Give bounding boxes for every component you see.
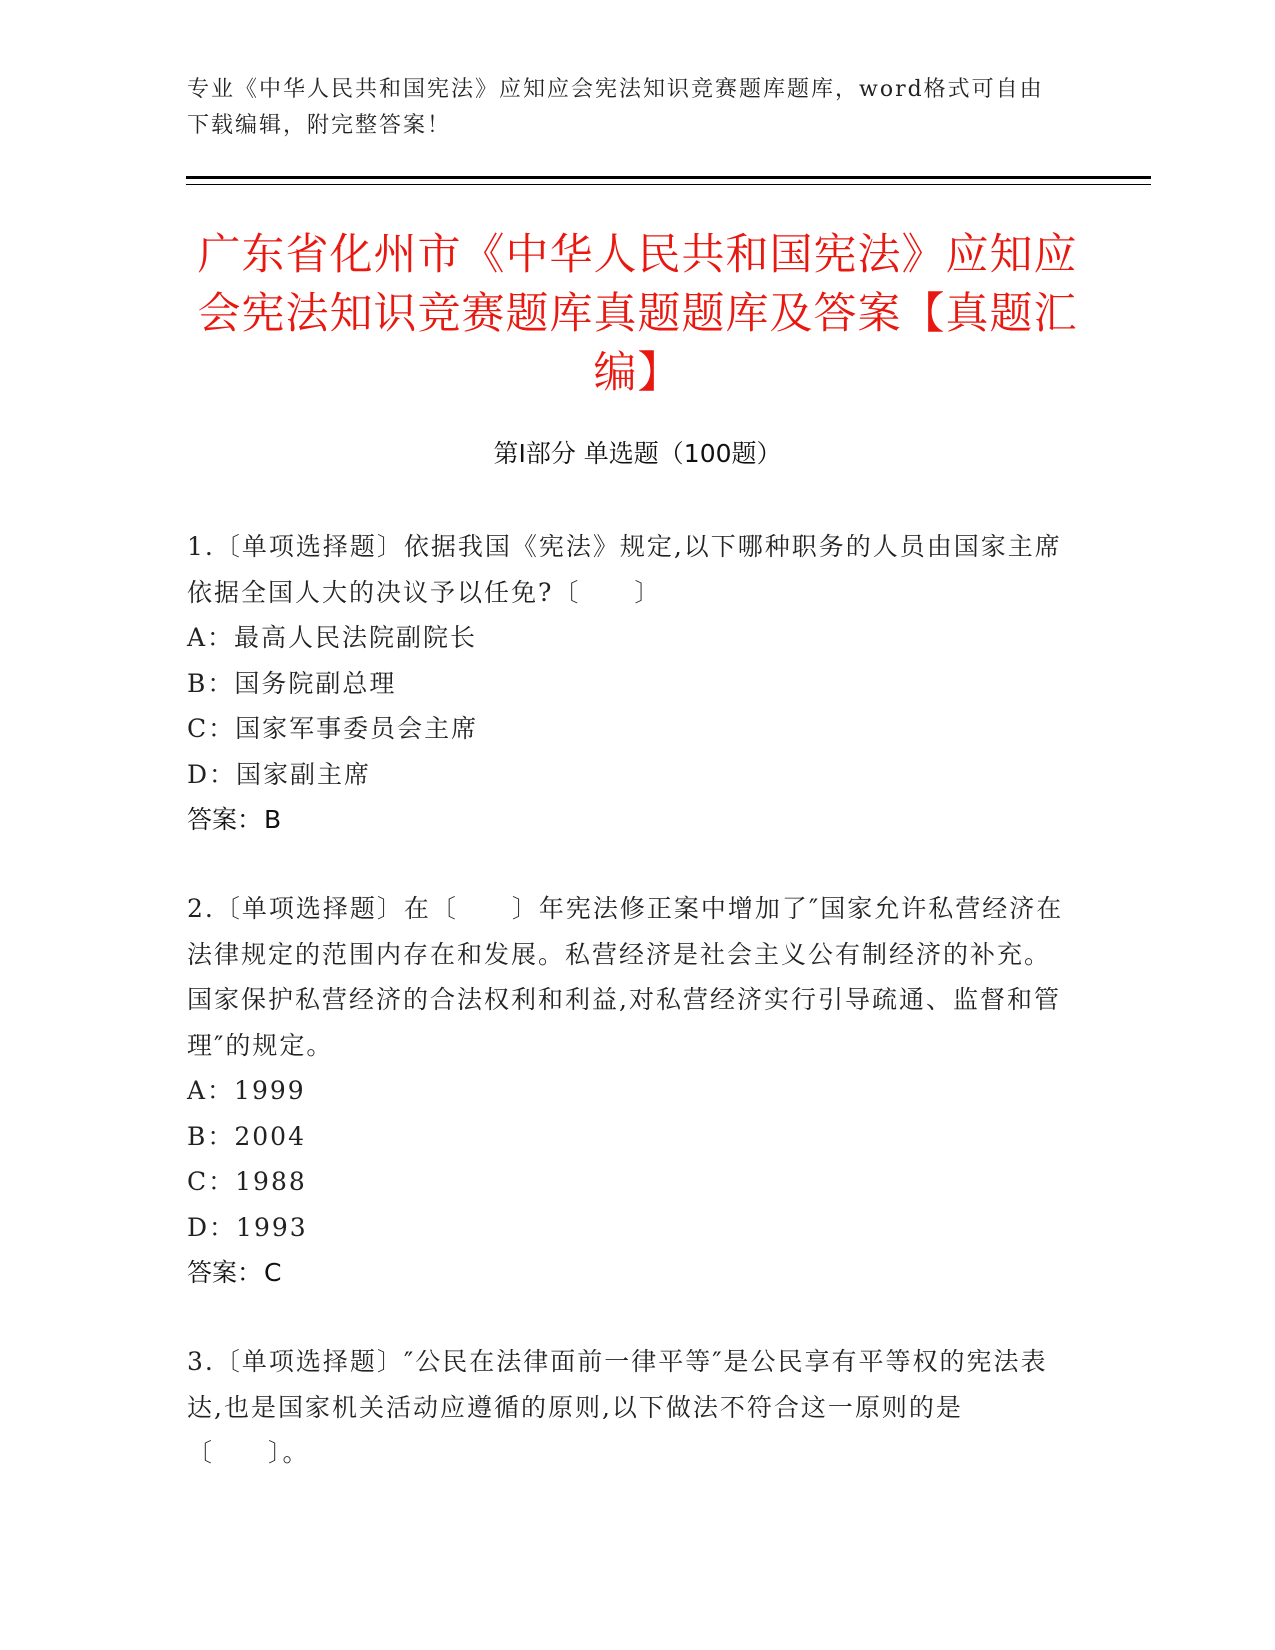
question-text: 3.〔单项选择题〕″公民在法律面前一律平等″是公民享有平等权的宪法表达,也是国家机关活动应遵循的原则,以下做法不符合这一原则的是〔 〕。: [187, 1347, 1048, 1467]
answer-line: [187, 797, 1067, 843]
section-title: 第I部分 单选题（100题）: [493, 439, 782, 468]
option-list: [187, 615, 1067, 797]
question-2: [187, 886, 1067, 1296]
header-note: 专业《中华人民共和国宪法》应知应会宪法知识竞赛题库题库，word格式可自由下载编辑，附完整答案！: [187, 77, 1044, 138]
option-c: C：1988: [187, 1167, 307, 1196]
answer-value: C: [264, 1258, 282, 1287]
answer-label: 答案：: [187, 805, 263, 834]
question-1: [187, 524, 1067, 843]
answer-label: 答案：: [187, 1258, 263, 1287]
option-b: B：国务院副总理: [187, 668, 397, 698]
header-rule-thin: [186, 184, 1151, 185]
question-text: 2.〔单项选择题〕在〔 〕年宪法修正案中增加了″国家允许私营经济在法律规定的范围内存在和发展。私营经济是社会主义公有制经济的补充。国家保护私营经济的合法权利和利益,对私营经济实行引导疏通、监督和管理″的规定。: [187, 894, 1064, 1060]
option-list: [187, 1068, 1067, 1250]
header-rule-thick: [186, 176, 1151, 179]
answer-value: B: [264, 805, 282, 834]
option-d: D：国家副主席: [187, 759, 372, 789]
option-a: A：1999: [187, 1076, 306, 1105]
answer-line: [187, 1250, 1067, 1296]
option-c: C：国家军事委员会主席: [187, 714, 479, 743]
question-text: 1.〔单项选择题〕依据我国《宪法》规定,以下哪种职务的人员由国家主席依据全国人大的决议予以任免?〔 〕: [187, 532, 1062, 607]
option-a: A：最高人民法院副院长: [187, 623, 478, 652]
document-title: 广东省化州市《中华人民共和国宪法》应知应会宪法知识竞赛题库真题题库及答案【真题汇编】: [197, 230, 1078, 398]
option-b: B：2004: [187, 1121, 306, 1151]
option-d: D：1993: [187, 1212, 308, 1242]
question-3: [187, 1339, 1067, 1476]
